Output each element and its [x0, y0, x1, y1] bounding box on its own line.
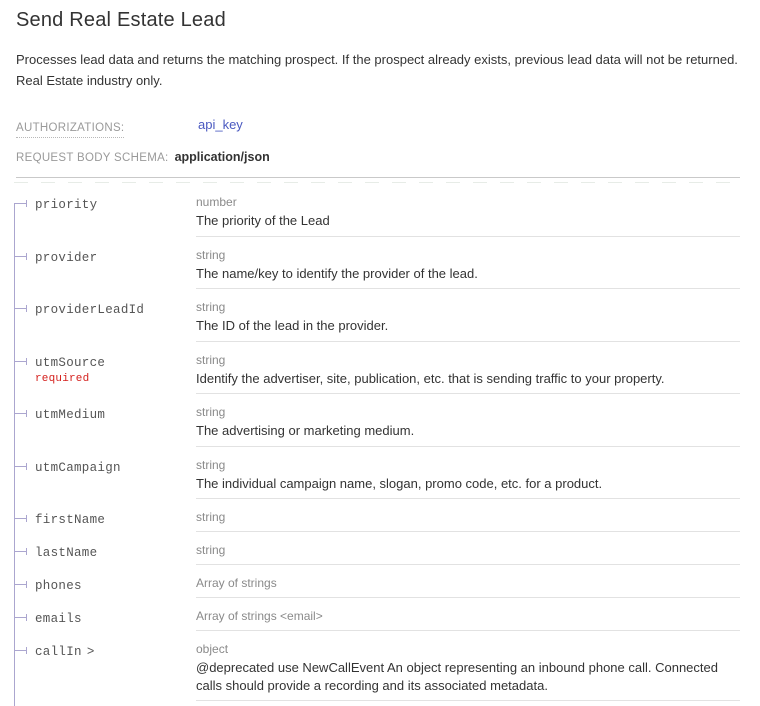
field-name: provider: [35, 250, 98, 265]
tree-branch-line: [14, 617, 27, 618]
field-type: Array of strings: [196, 576, 277, 590]
field-name-cell: [16, 565, 196, 598]
operation-description: Processes lead data and returns the matching prospect. If the prospect already exists, previous lead data will not be returned. Real Estate industry only.: [16, 52, 738, 88]
field-detail-cell: [196, 532, 740, 565]
request-body-schema-row: [16, 148, 740, 166]
field-row: [16, 447, 740, 500]
field-row: [16, 499, 740, 532]
field-name-cell: [16, 447, 196, 500]
field-name-cell: [16, 184, 196, 237]
tree-branch-line: [14, 518, 27, 519]
tree-branch-line: [14, 203, 27, 204]
field-name: emails: [35, 612, 82, 626]
field-name-cell: [16, 289, 196, 342]
field-detail-cell: [196, 342, 740, 395]
field-name: callIn: [35, 645, 82, 659]
field-name-cell: [16, 532, 196, 565]
field-description: The name/key to identify the provider of the lead.: [196, 265, 478, 281]
field-type: string: [196, 543, 226, 557]
field-type: Array of strings <email>: [196, 609, 323, 623]
tree-branch-line: [14, 551, 27, 552]
field-name-cell: [16, 631, 196, 701]
field-row: [16, 289, 740, 342]
field-name: lastName: [35, 546, 98, 560]
field-name: phones: [35, 579, 82, 593]
field-name: utmMedium: [35, 408, 106, 422]
field-detail-cell: [196, 447, 740, 500]
field-detail-cell: [196, 631, 740, 701]
tree-branch-line: [14, 256, 27, 257]
api-key-link[interactable]: api_key: [198, 117, 243, 132]
required-badge: required: [35, 372, 90, 385]
page-title: Send Real Estate Lead: [16, 9, 226, 31]
tree-branch-line: [14, 308, 27, 309]
field-detail-cell: [196, 598, 740, 631]
request-body-fields-table: [16, 177, 740, 706]
field-row: [16, 631, 740, 701]
field-row: [16, 532, 740, 565]
field-row: [16, 342, 740, 395]
field-description: Identify the advertiser, site, publication, etc. that is sending traffic to your property.: [196, 370, 665, 386]
field-description: @deprecated use NewCallEvent An object representing an inbound phone call. Connected calls should provide a recording and its associated metadata.: [196, 660, 718, 693]
field-name: firstName: [35, 513, 106, 527]
tree-branch-line: [14, 361, 27, 362]
field-detail-cell: [196, 394, 740, 447]
field-detail-cell: [196, 499, 740, 532]
field-type: string: [196, 247, 226, 262]
field-name: providerLeadId: [35, 303, 145, 317]
tree-trunk-line: [14, 203, 15, 706]
field-name-cell: [16, 394, 196, 447]
field-detail-cell: [196, 237, 740, 290]
field-name-cell: [16, 598, 196, 631]
field-name: priority: [35, 198, 98, 212]
expand-chevron-icon[interactable]: >: [86, 645, 95, 659]
field-name-cell: [16, 342, 196, 395]
tree-branch-line: [14, 650, 27, 651]
field-description: The individual campaign name, slogan, promo code, etc. for a product.: [196, 475, 603, 491]
content-type-value: application/json: [174, 150, 270, 164]
field-row: [16, 565, 740, 598]
field-description: The priority of the Lead: [196, 213, 330, 228]
field-row: [16, 237, 740, 290]
field-type: number: [196, 195, 237, 209]
field-type: string: [196, 457, 226, 472]
field-detail-cell: [196, 565, 740, 598]
field-name: utmSource: [35, 355, 106, 370]
tree-branch-line: [14, 413, 27, 414]
field-description: The ID of the lead in the provider.: [196, 318, 389, 333]
authorizations-label: AUTHORIZATIONS:: [16, 122, 124, 138]
field-name-cell: [16, 499, 196, 532]
field-description: The advertising or marketing medium.: [196, 423, 415, 438]
field-type: string: [196, 352, 226, 367]
tree-branch-line: [14, 584, 27, 585]
field-row: [16, 598, 740, 631]
field-row: [16, 184, 740, 237]
field-detail-cell: [196, 289, 740, 342]
field-type: string: [196, 405, 226, 419]
field-name-cell: [16, 237, 196, 290]
field-type: object: [196, 642, 229, 656]
authorizations-row: [16, 118, 740, 137]
field-row: [16, 394, 740, 447]
tree-branch-line: [14, 466, 27, 467]
field-type: string: [196, 300, 226, 314]
field-name: utmCampaign: [35, 460, 121, 475]
field-type: string: [196, 510, 226, 524]
request-body-schema-label: REQUEST BODY SCHEMA:: [16, 152, 169, 164]
field-detail-cell: [196, 184, 740, 237]
